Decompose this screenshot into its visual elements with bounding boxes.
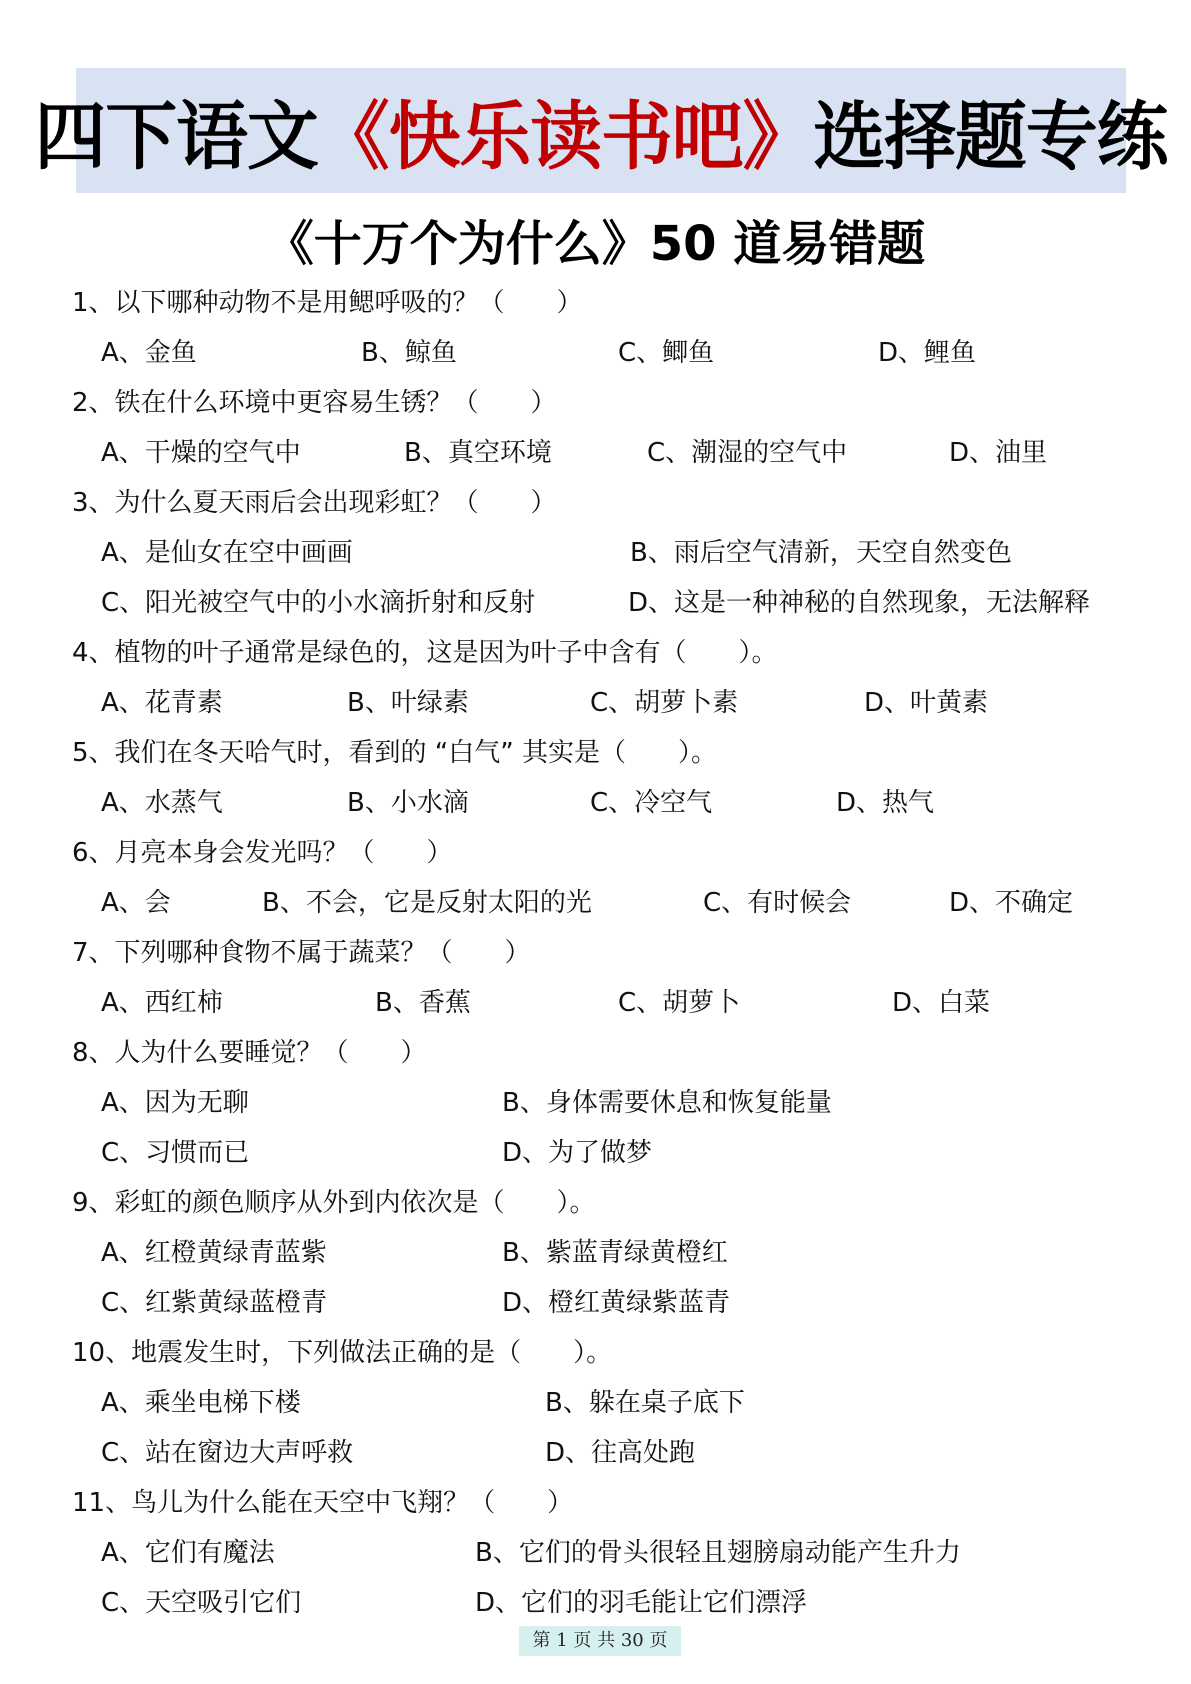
option-c: C、站在窗边大声呼救 [101, 1438, 354, 1468]
option-a: A、因为无聊 [101, 1088, 249, 1118]
option-d: D、为了做梦 [502, 1138, 653, 1168]
option-c: C、有时候会 [703, 888, 852, 918]
option-c: C、天空吸引它们 [101, 1588, 302, 1618]
option-b: B、紫蓝青绿黄橙红 [502, 1238, 728, 1268]
option-b: B、香蕉 [375, 988, 471, 1018]
option-d: D、鲤鱼 [878, 338, 977, 368]
question-stem: 5、我们在冬天哈气时，看到的 “白气” 其实是（ ）。 [72, 738, 718, 768]
question-stem: 6、月亮本身会发光吗？（ ） [72, 838, 453, 868]
option-b: B、躲在桌子底下 [545, 1388, 745, 1418]
option-a: A、干燥的空气中 [101, 438, 301, 468]
option-a: A、它们有魔法 [101, 1538, 275, 1568]
option-d: D、它们的羽毛能让它们漂浮 [475, 1588, 808, 1618]
option-b: B、真空环境 [404, 438, 552, 468]
option-c: C、胡萝卜素 [590, 688, 739, 718]
page-title [35, 78, 1168, 184]
option-c: C、鲫鱼 [618, 338, 715, 368]
title-banner [34, 68, 1168, 193]
option-b: B、叶绿素 [347, 688, 469, 718]
option-c: C、阳光被空气中的小水滴折射和反射 [101, 588, 536, 618]
title-highlight: 《快乐读书吧》 [317, 93, 814, 180]
page-subtitle: 《十万个为什么》50 道易错题 [265, 216, 926, 272]
option-b: B、它们的骨头很轻且翅膀扇动能产生升力 [475, 1538, 961, 1568]
title-prefix: 四下语文 [34, 93, 318, 180]
question-stem: 9、彩虹的颜色顺序从外到内依次是（ ）。 [72, 1188, 596, 1218]
option-b: B、身体需要休息和恢复能量 [502, 1088, 832, 1118]
option-d: D、油里 [949, 438, 1048, 468]
question-stem: 10、地震发生时，下列做法正确的是（ ）。 [72, 1338, 613, 1368]
option-d: D、白菜 [892, 988, 991, 1018]
question-stem: 8、人为什么要睡觉？（ ） [72, 1038, 427, 1068]
question-stem: 4、植物的叶子通常是绿色的，这是因为叶子中含有（ ）。 [72, 638, 778, 668]
option-a: A、金鱼 [101, 338, 197, 368]
question-stem: 7、下列哪种食物不属于蔬菜？（ ） [72, 938, 531, 968]
option-d: D、不确定 [949, 888, 1074, 918]
option-a: A、是仙女在空中画画 [101, 538, 353, 568]
option-a: A、水蒸气 [101, 788, 223, 818]
option-d: D、叶黄素 [864, 688, 989, 718]
option-d: D、这是一种神秘的自然现象，无法解释 [628, 588, 1091, 618]
option-d: D、往高处跑 [545, 1438, 696, 1468]
option-a: A、花青素 [101, 688, 223, 718]
option-c: C、习惯而已 [101, 1138, 250, 1168]
question-stem: 2、铁在什么环境中更容易生锈？（ ） [72, 388, 557, 418]
page-number: 第 1 页 共 30 页 [519, 1626, 681, 1656]
title-suffix: 选择题专练 [813, 93, 1168, 180]
question-stem: 3、为什么夏天雨后会出现彩虹？（ ） [72, 488, 557, 518]
option-c: C、潮湿的空气中 [647, 438, 848, 468]
option-a: A、乘坐电梯下楼 [101, 1388, 301, 1418]
option-c: C、冷空气 [590, 788, 713, 818]
question-stem: 1、以下哪种动物不是用鳃呼吸的？（ ） [72, 288, 583, 318]
option-d: D、热气 [836, 788, 935, 818]
option-c: C、红紫黄绿蓝橙青 [101, 1288, 328, 1318]
option-b: B、雨后空气清新，天空自然变色 [630, 538, 1012, 568]
option-a: A、会 [101, 888, 171, 918]
option-d: D、橙红黄绿紫蓝青 [502, 1288, 731, 1318]
question-stem: 11、鸟儿为什么能在天空中飞翔？（ ） [72, 1488, 574, 1518]
option-b: B、小水滴 [347, 788, 469, 818]
option-b: B、不会，它是反射太阳的光 [262, 888, 592, 918]
option-a: A、西红柿 [101, 988, 223, 1018]
option-b: B、鲸鱼 [361, 338, 457, 368]
option-c: C、胡萝卜 [618, 988, 741, 1018]
option-a: A、红橙黄绿青蓝紫 [101, 1238, 327, 1268]
